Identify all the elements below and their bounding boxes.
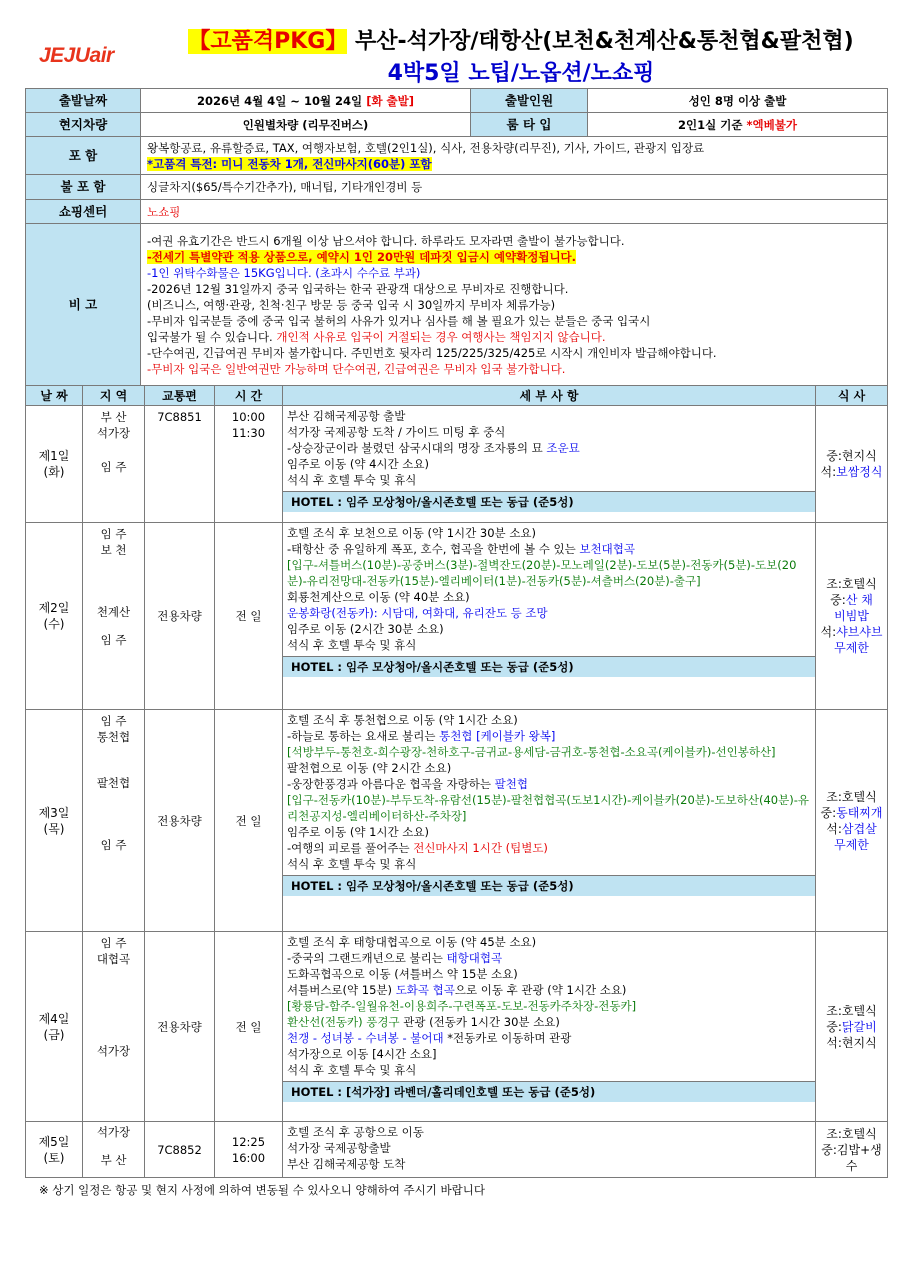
detail-3: 호텔 조식 후 통천협으로 이동 (약 1시간 소요) -하늘로 통하는 요새로 불리는 통천협 [케이블카 왕복] [석방부두-통천호-희수광장-천하호구-금귀교-용세담-금귀호-통천협-소요곡(케이블카)-선인봉하산] 팔천협으로 이동 (약 2시간 소요) -웅장한풍경과 아름다운 협곡을 자랑하는 팔천협 [입구-전동카(10분)-부두도착-유람선(15분)-팔천협협곡(도보1시간)-케이블카(20분)-도보하산(40분)-유리천공지성-엘리베이터하산-주차장] 임주로 이동 (약 1시간 소요) -여행의 피로를 풀어주는 전신마사지 1시간 (팁별도) 석식 후 호텔 투숙 및 휴식 HOTEL : 임주 모상청아/올시존호텔 또는 동급 (준5성)	[283, 710, 816, 932]
note-8: -단수여권, 긴급여권 무비자 불가합니다. 주민번호 뒷자리 125/225/325/425로 시작시 개인비자 발급해야합니다.	[147, 345, 717, 360]
day-4: 제4일 (금)	[26, 932, 83, 1122]
detail-5: 호텔 조식 후 공항으로 이동 석가장 국제공항출발 부산 김해국제공항 도착	[283, 1122, 816, 1178]
hotel-1: HOTEL : 임주 모상청아/올시존호텔 또는 동급 (준5성)	[283, 491, 815, 512]
transport-5: 7C8852	[145, 1122, 215, 1178]
itinerary-page	[25, 22, 887, 1198]
note-7: 입국불가 될 수 있습니다. 개인적 사유로 입국이 거절되는 경우 여행사는 책임지지 않습니다.	[147, 329, 606, 344]
people-value: 성인 8명 이상 출발	[588, 89, 888, 113]
header	[25, 22, 887, 88]
col-time: 시 간	[215, 386, 283, 406]
region-1: 부 산 석가장 임 주	[83, 406, 145, 523]
day-1: 제1일 (화)	[26, 406, 83, 523]
depart-value: 2026년 4월 4일 ~ 10월 24일 [화 출발]	[141, 89, 471, 113]
include-label: 포 함	[26, 137, 141, 175]
day-row-3	[26, 710, 888, 932]
day-2: 제2일 (수)	[26, 523, 83, 710]
meal-3: 조:호텔식 중:동태찌개 석:삼겹살 무제한	[816, 710, 888, 932]
depart-day: [화 출발]	[366, 93, 415, 108]
schedule-table	[25, 385, 888, 1178]
footer-note: ※ 상기 일정은 항공 및 현지 사정에 의하여 변동될 수 있사오니 양해하여 주시기 바랍니다	[39, 1183, 485, 1197]
day-3: 제3일 (목)	[26, 710, 83, 932]
region-4: 임 주 대협곡 석가장	[83, 932, 145, 1122]
note-4: -2026년 12월 31일까지 중국 입국하는 한국 관광객 대상으로 무비자로 진행합니다.	[147, 281, 569, 296]
meal-1: 중:현지식 석:보쌈정식	[816, 406, 888, 523]
jejuair-logo: JEJUair	[39, 44, 114, 67]
note-9: -무비자 입국은 일반여권만 가능하며 단수여권, 긴급여권은 무비자 입국 불가합니다.	[147, 361, 566, 376]
col-day: 날 짜	[26, 386, 83, 406]
hotel-4: HOTEL : [석가장] 라벤더/홀리데인호텔 또는 동급 (준5성)	[283, 1081, 815, 1102]
day-row-2	[26, 523, 888, 710]
col-meal: 식 사	[816, 386, 888, 406]
include-special: *고품격 특전: 미니 전동차 1개, 전신마사지(60분) 포함	[147, 156, 432, 171]
hotel-3: HOTEL : 임주 모상청아/올시존호텔 또는 동급 (준5성)	[283, 875, 815, 896]
region-2: 임 주 보 천 천계산 임 주	[83, 523, 145, 710]
detail-4: 호텔 조식 후 태항대협곡으로 이동 (약 45분 소요) -중국의 그랜드캐년으로 불리는 태항대협곡 도화곡협곡으로 이동 (셔틀버스 약 15분 소요) 셔틀버스로(약 15분) 도화곡 협곡으로 이동 후 관광 (약 1시간 소요) [황룡담-함주-일월유천-이용희주-구련폭포-도보-전동카주차장-전동카] 환산선(전동카) 풍경구 관광 (전동카 1시간 30분 소요) 천갱 - 성녀봉 - 수녀봉 - 불어대 *전동카로 이동하며 관광 석가장으로 이동 [4시간 소요] 석식 후 호텔 투숙 및 휴식 HOTEL : [석가장] 라벤더/홀리데인호텔 또는 동급 (준5성)	[283, 932, 816, 1122]
transport-4: 전용차량	[145, 932, 215, 1122]
include-value: 왕복항공료, 유류할증료, TAX, 여행자보험, 호텔(2인1실), 식사, 전용차량(리무진), 기사, 가이드, 관광지 입장료 *고품격 특전: 미니 전동차 1개, 전신마사지(60분) 포함	[141, 137, 888, 175]
transport-2: 전용차량	[145, 523, 215, 710]
notes	[141, 224, 888, 386]
meal-2: 조:호텔식 중:산 채 비빔밥 석:샤브샤브 무제한	[816, 523, 888, 710]
room-value: 2인1실 기준 *엑베불가	[588, 113, 888, 137]
col-region: 지 역	[83, 386, 145, 406]
page-title	[155, 24, 887, 55]
day-5: 제5일 (토)	[26, 1122, 83, 1178]
time-2: 전 일	[215, 523, 283, 710]
day-row-5	[26, 1122, 888, 1178]
transport-3: 전용차량	[145, 710, 215, 932]
vehicle-label: 현지차량	[26, 113, 141, 137]
exclude-label: 불 포 함	[26, 175, 141, 200]
time-4: 전 일	[215, 932, 283, 1122]
meal-5: 조:호텔식 중:김밥+생수	[816, 1122, 888, 1178]
detail-2: 호텔 조식 후 보천으로 이동 (약 1시간 30분 소요) -태항산 중 유일하게 폭포, 호수, 협곡을 한번에 볼 수 있는 보천대협곡 [입구-셔틀버스(10분)-공중버스(3분)-절벽잔도(20분)-모노레일(2분)-도보(5분)-전동카(5분)-도보(20분)-유리전망대-전동카(15분)-엘리베이터(1분)-전동카(5분)-셔츨버스(20분)-출구] 회룡천계산으로 이동 (약 40분 소요) 운봉화랑(전동카): 시담대, 여화대, 유리잔도 등 조망 임주로 이동 (2시간 30분 소요) 석식 후 호텔 투숙 및 휴식 HOTEL : 임주 모상청아/올시존호텔 또는 동급 (준5성)	[283, 523, 816, 710]
meal-4: 조:호텔식 중:닭갈비 석:현지식	[816, 932, 888, 1122]
note-2: -전세기 특별약관 적용 상품으로, 예약시 1인 20만원 데파짓 입금시 예약확정됩니다.	[147, 249, 577, 264]
transport-1: 7C8851	[145, 406, 215, 523]
note-5: (비즈니스, 여행·관광, 친척·친구 방문 등 중국 입국 시 30일까지 무비자 체류가능)	[147, 297, 556, 312]
vehicle-value: 인원별차량 (리무진버스)	[141, 113, 471, 137]
shop-value: 노쇼핑	[141, 200, 888, 224]
title-tag: 【고품격PKG】	[188, 29, 348, 54]
time-1: 10:00 11:30	[215, 406, 283, 523]
room-note: *엑베불가	[746, 117, 797, 132]
region-3: 임 주 통천협 팔천협 임 주	[83, 710, 145, 932]
title-main: 부산-석가장/태항산(보천&천계산&통천협&팔천협)	[347, 29, 854, 54]
depart-label: 출발날짜	[26, 89, 141, 113]
col-transport: 교통편	[145, 386, 215, 406]
note-6: -무비자 입국분들 중에 중국 입국 불허의 사유가 있거나 심사를 해 볼 필요가 있는 분들은 중국 입국시	[147, 313, 651, 328]
time-5: 12:25 16:00	[215, 1122, 283, 1178]
region-5: 석가장 부 산	[83, 1122, 145, 1178]
exclude-value: 싱글차지($65/특수기간추가), 매너팁, 기타개인경비 등	[141, 175, 888, 200]
room-label: 룸 타 입	[471, 113, 588, 137]
day-row-1	[26, 406, 888, 523]
day-row-4	[26, 932, 888, 1122]
note-label: 비 고	[26, 224, 141, 386]
shop-label: 쇼핑센터	[26, 200, 141, 224]
time-3: 전 일	[215, 710, 283, 932]
note-3: -1인 위탁수화물은 15KG입니다. (초과시 수수료 부과)	[147, 265, 421, 280]
hotel-2: HOTEL : 임주 모상청아/올시존호텔 또는 동급 (준5성)	[283, 656, 815, 677]
note-1: -여권 유효기간은 반드시 6개월 이상 남으셔야 합니다. 하루라도 모자라면 출발이 불가능합니다.	[147, 233, 625, 248]
col-detail: 세 부 사 항	[283, 386, 816, 406]
people-label: 출발인원	[471, 89, 588, 113]
detail-1: 부산 김해국제공항 출발 석가장 국제공항 도착 / 가이드 미팅 후 중식 -상승장군이라 불렸던 삼국시대의 명장 조자룡의 묘 조운묘 임주로 이동 (약 4시간 소요) 석식 후 호텔 투숙 및 휴식 HOTEL : 임주 모상청아/올시존호텔 또는 동급 (준5성)	[283, 406, 816, 523]
page-subtitle: 4박5일 노팁/노옵션/노쇼핑	[387, 61, 655, 86]
info-table	[25, 88, 888, 386]
